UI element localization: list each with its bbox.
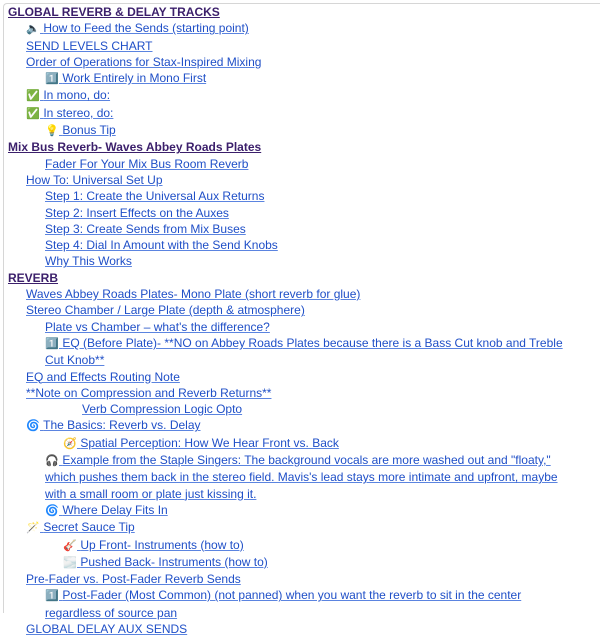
- check-mark-icon: ✅: [26, 107, 40, 120]
- cyclone-icon: 🌀: [26, 420, 40, 433]
- toc-link[interactable]: [45, 206, 229, 220]
- toc-link[interactable]: [8, 271, 58, 285]
- toc-item: [0, 401, 600, 417]
- toc-link[interactable]: [63, 538, 244, 552]
- toc-link-label: Why This Works: [45, 254, 132, 269]
- toc-link[interactable]: [45, 222, 246, 236]
- toc-link[interactable]: [26, 386, 271, 400]
- toc-link-label: Work Entirely in Mono First: [62, 71, 207, 86]
- toc-link-label: Post-Fader (Most Common) (not panned) when you want the reverb to sit in the center regardless of source pan: [45, 588, 522, 620]
- toc-link[interactable]: [26, 88, 110, 102]
- cyclone-icon: 🌀: [45, 504, 59, 517]
- toc-link[interactable]: [26, 572, 241, 586]
- toc-item: [0, 537, 600, 554]
- toc-link[interactable]: [8, 5, 220, 19]
- headphones-icon: 🎧: [45, 455, 59, 468]
- toc-link[interactable]: [26, 287, 360, 301]
- toc-link[interactable]: [45, 123, 116, 137]
- keycap-one-icon: 1️⃣: [45, 337, 59, 350]
- table-of-contents: [0, 4, 600, 637]
- toc-link[interactable]: [63, 555, 268, 569]
- toc-link-label: Step 3: Create Sends from Mix Buses: [45, 221, 246, 236]
- toc-link-label: Plate vs Chamber – what's the difference?: [45, 319, 270, 334]
- toc-link[interactable]: [45, 336, 563, 367]
- toc-link-label: Waves Abbey Roads Plates- Mono Plate (short reverb for glue): [26, 287, 361, 302]
- speaker-icon: 🔈: [26, 23, 40, 36]
- toc-item: [0, 452, 600, 502]
- toc-link-label: Up Front- Instruments (how to): [80, 537, 244, 552]
- toc-item: [0, 502, 600, 519]
- toc-link-label: Where Delay Fits In: [62, 502, 168, 517]
- toc-link-label: Step 2: Insert Effects on the Auxes: [45, 205, 229, 220]
- toc-item: [0, 319, 600, 335]
- toc-link[interactable]: [45, 320, 270, 334]
- toc-link[interactable]: [26, 418, 201, 432]
- toc-link-label: How To: Universal Set Up: [26, 172, 163, 187]
- toc-item: [0, 286, 600, 302]
- check-mark-icon: ✅: [26, 90, 40, 103]
- toc-link-label: Fader For Your Mix Bus Room Reverb: [45, 156, 249, 171]
- toc-item: [0, 519, 600, 536]
- toc-link-label: EQ and Effects Routing Note: [26, 369, 180, 384]
- toc-link[interactable]: [26, 21, 249, 35]
- toc-item: [0, 335, 600, 369]
- magic-wand-icon: 🪄: [26, 522, 40, 535]
- toc-link[interactable]: [45, 453, 558, 501]
- toc-link[interactable]: [63, 436, 339, 450]
- toc-link-label: Verb Compression Logic Opto: [82, 402, 243, 417]
- toc-link-label: In stereo, do:: [43, 105, 114, 120]
- toc-link[interactable]: [26, 39, 153, 53]
- toc-link-label: Example from the Staple Singers: The background vocals are more washed out and "floaty," which pushes them back in the stereo field. Mavis's lead stays more intimate and upfront, maybe with a small room or plate just kissing it.: [45, 453, 558, 501]
- toc-item: [0, 369, 600, 385]
- toc-link-label: Pre-Fader vs. Post-Fader Reverb Sends: [26, 572, 241, 587]
- toc-link-label: Pushed Back- Instruments (how to): [80, 554, 268, 569]
- toc-item: [0, 205, 600, 221]
- toc-item: [0, 54, 600, 70]
- toc-item: [0, 587, 600, 621]
- toc-link[interactable]: [26, 173, 163, 187]
- toc-link[interactable]: [45, 238, 278, 252]
- toc-link-label: In mono, do:: [43, 88, 111, 103]
- toc-link[interactable]: [45, 254, 132, 268]
- keycap-one-icon: 1️⃣: [45, 73, 59, 86]
- toc-link[interactable]: [26, 106, 113, 120]
- toc-item: [0, 156, 600, 172]
- toc-link-label: Step 4: Dial In Amount with the Send Knobs: [45, 238, 278, 253]
- toc-link[interactable]: [26, 303, 305, 317]
- toc-item: [0, 105, 600, 122]
- toc-link-label: GLOBAL DELAY AUX SENDS: [26, 621, 188, 636]
- toc-heading: [0, 4, 600, 20]
- toc-item: [0, 87, 600, 104]
- toc-link-label: EQ (Before Plate)- **NO on Abbey Roads Plates because there is a Bass Cut knob and Treble Cut Knob**: [45, 335, 563, 368]
- toc-link-label: Spatial Perception: How We Hear Front vs. Back: [80, 435, 339, 450]
- toc-link-label: Mix Bus Reverb- Waves Abbey Roads Plates: [8, 140, 262, 155]
- toc-link[interactable]: [26, 520, 135, 534]
- fog-icon: 🌫️: [63, 556, 77, 569]
- toc-item: [0, 122, 600, 139]
- toc-link-label: **Note on Compression and Reverb Returns**: [26, 385, 272, 400]
- toc-link-label: Stereo Chamber / Large Plate (depth & atmosphere): [26, 303, 305, 318]
- toc-link-label: Bonus Tip: [62, 123, 116, 138]
- toc-link-label: Step 1: Create the Universal Aux Returns: [45, 189, 265, 204]
- toc-link[interactable]: [45, 503, 168, 517]
- lightbulb-icon: 💡: [45, 125, 59, 138]
- toc-item: [0, 253, 600, 269]
- toc-item: [0, 20, 600, 37]
- toc-link-label: Secret Sauce Tip: [43, 520, 135, 535]
- guitar-icon: 🎸: [63, 539, 77, 552]
- toc-heading: [0, 270, 600, 286]
- toc-link-label: How to Feed the Sends (starting point): [43, 21, 249, 36]
- toc-item: [0, 237, 600, 253]
- toc-item: [0, 172, 600, 188]
- toc-link[interactable]: [8, 140, 261, 154]
- toc-item: [0, 417, 600, 434]
- toc-link[interactable]: [45, 189, 264, 203]
- toc-link-label: GLOBAL REVERB & DELAY TRACKS: [8, 5, 220, 19]
- toc-link[interactable]: [26, 55, 261, 69]
- toc-link[interactable]: [26, 622, 187, 636]
- toc-link[interactable]: [26, 370, 180, 384]
- compass-icon: 🧭: [63, 437, 77, 450]
- toc-link[interactable]: [82, 402, 242, 416]
- toc-link-label: REVERB: [8, 270, 59, 285]
- toc-link-label: SEND LEVELS CHART: [26, 38, 153, 53]
- toc-link[interactable]: [45, 588, 521, 619]
- toc-link-label: Order of Operations for Stax-Inspired Mixing: [26, 54, 262, 69]
- toc-link[interactable]: [45, 71, 206, 85]
- toc-item: [0, 302, 600, 318]
- toc-item: [0, 554, 600, 571]
- toc-item: [0, 385, 600, 401]
- toc-item: [0, 221, 600, 237]
- toc-item: [0, 435, 600, 452]
- toc-item: [0, 188, 600, 204]
- toc-heading: [0, 139, 600, 155]
- toc-link-label: The Basics: Reverb vs. Delay: [43, 418, 201, 433]
- toc-item: [0, 70, 600, 87]
- toc-link[interactable]: [45, 157, 248, 171]
- toc-item: [0, 571, 600, 587]
- toc-item: [0, 38, 600, 54]
- toc-item: [0, 621, 600, 637]
- keycap-one-icon: 1️⃣: [45, 590, 59, 603]
